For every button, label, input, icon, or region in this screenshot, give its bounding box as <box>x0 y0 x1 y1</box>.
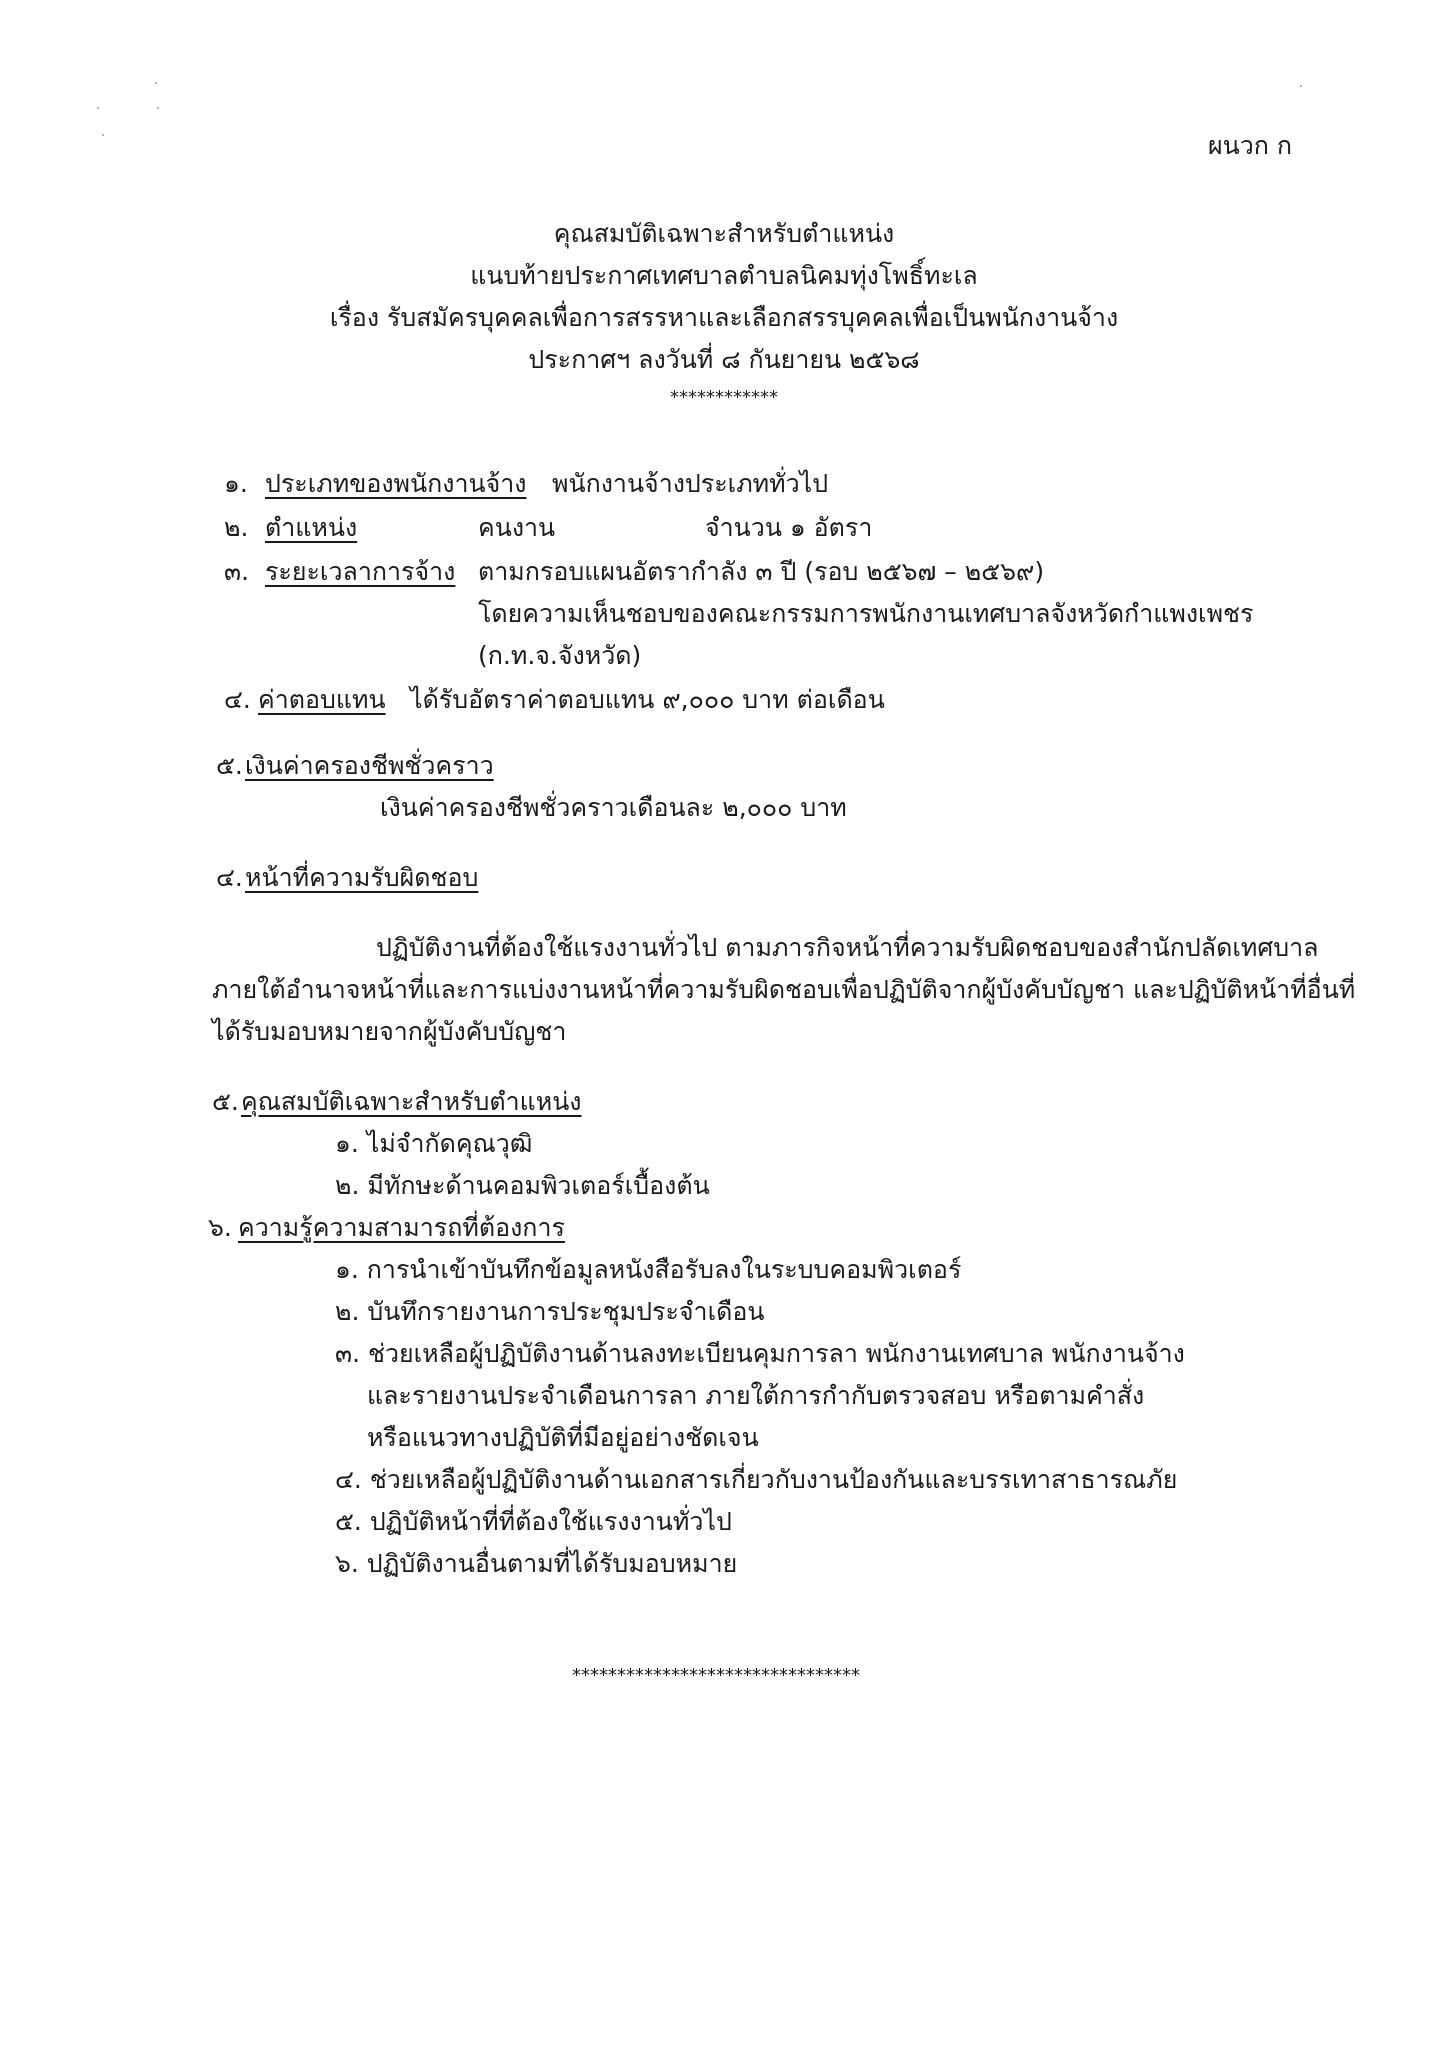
duties-paragraph: ปฏิบัติงานที่ต้องใช้แรงงานทั่วไป ตามภารกิจหน้าที่ความรับผิดชอบของสำนักปลัดเทศบาล <box>376 933 1319 962</box>
compensation-value: ได้รับอัตราค่าตอบแทน ๙,๐๐๐ บาท ต่อเดือน <box>410 685 885 714</box>
item-number: ๔. <box>224 685 251 714</box>
employment-period-line: โดยความเห็นชอบของคณะกรรมการพนักงานเทศบาลจังหวัดกำแพงเพชร <box>478 599 1254 628</box>
header-subject: เรื่อง รับสมัครบุคคลเพื่อการสรรหาและเลือกสรรบุคคลเพื่อเป็นพนักงานจ้าง <box>329 303 1119 332</box>
duties-label: หน้าที่ความรับผิดชอบ <box>245 863 479 892</box>
duties-paragraph: ได้รับมอบหมายจากผู้บังคับบัญชา <box>212 1017 567 1046</box>
header-title: คุณสมบัติเฉพาะสำหรับตำแหน่ง <box>553 219 895 248</box>
annex-label: ผนวก ก <box>1208 131 1292 160</box>
knowledge-item: ๓. ช่วยเหลือผู้ปฏิบัติงานด้านลงทะเบียนคุมการลา พนักงานเทศบาล พนักงานจ้าง <box>335 1339 1185 1368</box>
knowledge-item: ๔. ช่วยเหลือผู้ปฏิบัติงานด้านเอกสารเกี่ยวกับงานป้องกันและบรรเทาสาธารณภัย <box>335 1465 1178 1494</box>
header-attachment: แนบท้ายประกาศเทศบาลตำบลนิคมทุ่งโพธิ์ทะเล <box>470 261 978 290</box>
item-number: ๔. <box>216 863 243 892</box>
knowledge-item-continuation: และรายงานประจำเดือนการลา ภายใต้การกำกับตรวจสอบ หรือตามคำสั่ง <box>367 1381 1145 1410</box>
qualifications-label: คุณสมบัติเฉพาะสำหรับตำแหน่ง <box>241 1087 582 1116</box>
employee-type-value: พนักงานจ้างประเภททั่วไป <box>552 469 829 498</box>
scan-speck <box>1300 85 1302 87</box>
knowledge-item: ๒. บันทึกรายงานการประชุมประจำเดือน <box>335 1297 765 1326</box>
duties-paragraph: ภายใต้อำนาจหน้าที่และการแบ่งงานหน้าที่ความรับผิดชอบเพื่อปฏิบัติจากผู้บังคับบัญชา และปฏิบัติหน้าที่อื่นที่ <box>212 975 1356 1004</box>
position-value: คนงาน <box>478 513 556 542</box>
position-count: จำนวน ๑ อัตรา <box>705 513 873 542</box>
compensation-label: ค่าตอบแทน <box>258 685 386 714</box>
item-number: ๕. <box>216 751 243 780</box>
item-number: ๖. <box>208 1213 232 1242</box>
scan-speck <box>155 82 157 84</box>
employment-period-line: (ก.ท.จ.จังหวัด) <box>478 641 642 670</box>
scan-speck <box>97 107 99 109</box>
position-label: ตำแหน่ง <box>265 513 358 542</box>
knowledge-label: ความรู้ความสามารถที่ต้องการ <box>238 1213 565 1242</box>
header-date: ประกาศฯ ลงวันที่ ๘ กันยายน ๒๕๖๘ <box>528 345 920 374</box>
employee-type-label: ประเภทของพนักงานจ้าง <box>265 469 527 498</box>
knowledge-item: ๕. ปฏิบัติหน้าที่ที่ต้องใช้แรงงานทั่วไป <box>335 1507 732 1536</box>
scan-speck <box>157 107 159 109</box>
knowledge-item: ๑. การนำเข้าบันทึกข้อมูลหนังสือรับลงในระบบคอมพิวเตอร์ <box>335 1255 962 1284</box>
item-number: ๕. <box>212 1087 239 1116</box>
qualification-item: ๒. มีทักษะด้านคอมพิวเตอร์เบื้องต้น <box>335 1171 710 1200</box>
item-number: ๑. <box>224 469 248 498</box>
knowledge-item-continuation: หรือแนวทางปฏิบัติที่มีอยู่อย่างชัดเจน <box>367 1423 759 1452</box>
qualification-item: ๑. ไม่จำกัดคุณวุฒิ <box>335 1129 533 1158</box>
employment-period-line: ตามกรอบแผนอัตรากำลัง ๓ ปี (รอบ ๒๕๖๗ – ๒๕๖๙) <box>478 557 1045 586</box>
employment-period-label: ระยะเวลาการจ้าง <box>265 557 456 586</box>
item-number: ๓. <box>224 557 250 586</box>
header-separator: ************ <box>670 387 778 408</box>
item-number: ๒. <box>224 513 249 542</box>
scan-speck <box>102 134 104 136</box>
knowledge-item: ๖. ปฏิบัติงานอื่นตามที่ได้รับมอบหมาย <box>335 1549 738 1578</box>
living-allowance-value: เงินค่าครองชีพชั่วคราวเดือนละ ๒,๐๐๐ บาท <box>380 793 847 822</box>
living-allowance-label: เงินค่าครองชีพชั่วคราว <box>245 751 494 780</box>
footer-separator: ******************************** <box>572 1665 860 1686</box>
